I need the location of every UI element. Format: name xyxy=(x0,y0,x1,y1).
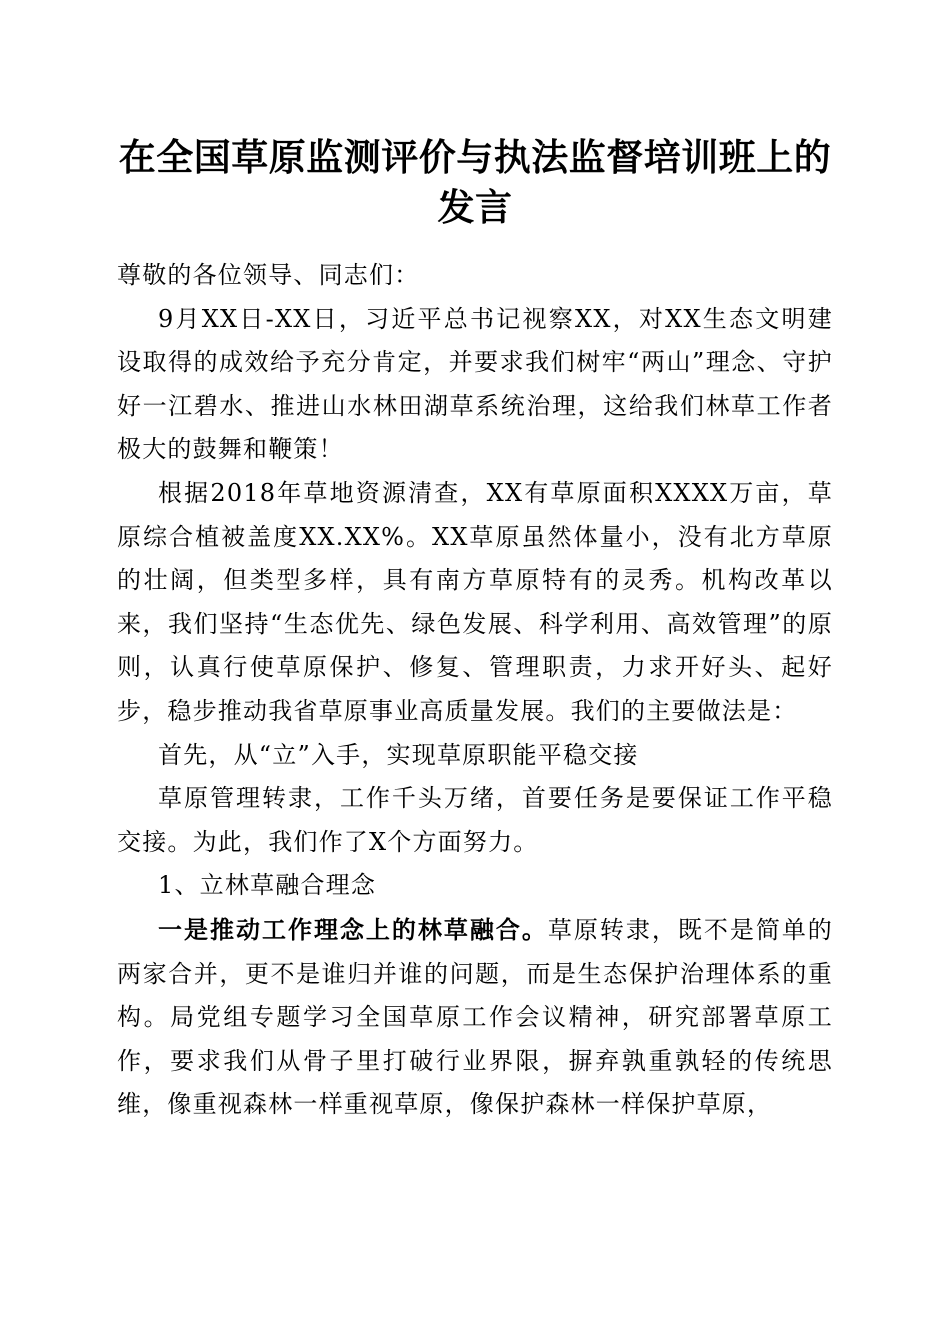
document-body xyxy=(117,254,833,1127)
paragraph-overview: 根据2018年草地资源清查，XX有草原面积XXXX万亩，草原综合植被盖度XX.XX%。XX草原虽然体量小，没有北方草原的壮阔，但类型多样，具有南方草原特有的灵秀。机构改革以来，我们坚持“生态优先、绿色发展、科学利用、高效管理”的原则，认真行使草原保护、修复、管理职责，力求开好头、起好步，稳步推动我省草原事业高质量发展。我们的主要做法是： xyxy=(117,478,833,725)
paragraph-intro: 9月XX日-XX日，习近平总书记视察XX，对XX生态文明建设取得的成效给予充分肯定，并要求我们树牢“两山”理念、守护好一江碧水、推进山水林田湖草系统治理，这给我们林草工作者极大的鼓舞和鞭策！ xyxy=(117,304,833,464)
paragraph-transfer: 草原管理转隶，工作千头万绪，首要任务是要保证工作平稳交接。为此，我们作了X个方面努力。 xyxy=(117,784,833,856)
document-title: 在全国草原监测评价与执法监督培训班上的发言 xyxy=(118,135,832,229)
paragraph-rest: 草原转隶，既不是简单的两家合并，更不是谁归并谁的问题，而是生态保护治理体系的重构。局党组专题学习全国草原工作会议精神，研究部署草原工作，要求我们从骨子里打破行业界限，摒弃孰重孰轻的传统思维，像重视森林一样重视草原，像保护森林一样保护草原， xyxy=(117,915,834,1119)
paragraph-integration xyxy=(117,908,833,1127)
salutation: 尊敬的各位领导、同志们： xyxy=(117,261,420,289)
subsection-heading: 1、立林草融合理念 xyxy=(158,871,377,900)
section-heading: 首先，从“立”入手，实现草原职能平稳交接 xyxy=(158,740,639,769)
paragraph-lead: 一是推动工作理念上的林草融合。 xyxy=(158,914,548,944)
